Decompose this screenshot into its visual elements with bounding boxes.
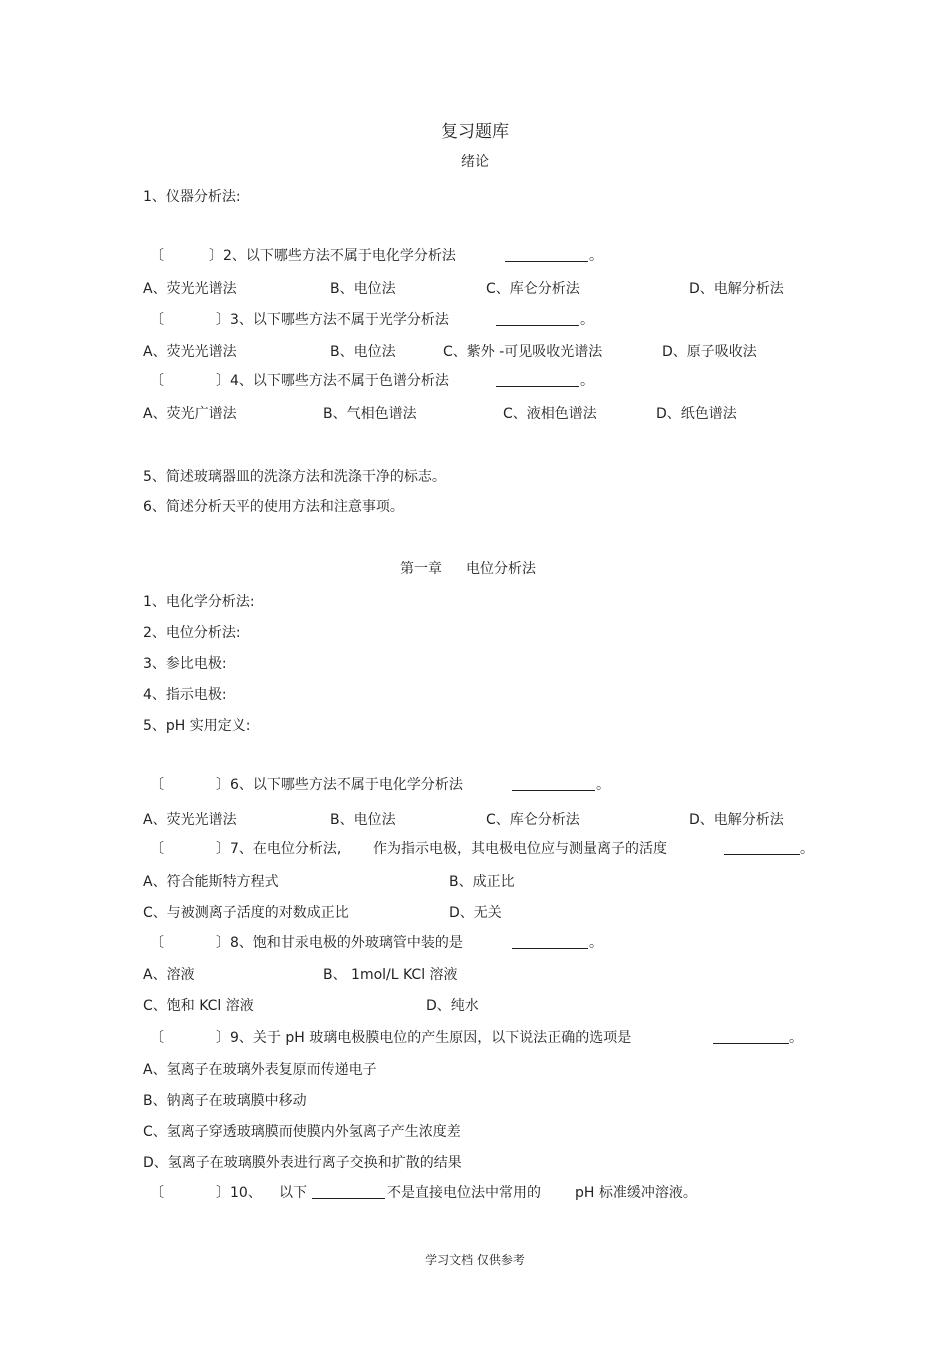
- question-text: 〕7、在电位分析法,: [216, 841, 342, 857]
- option-d: D、氢离子在玻璃膜外表进行离子交换和扩散的结果: [143, 1155, 462, 1171]
- answer-blank: [512, 776, 595, 796]
- question-end: 。: [589, 248, 603, 264]
- question-end: 。: [589, 935, 603, 951]
- bracket-open: 〔: [150, 312, 164, 328]
- option-d: D、纯水: [426, 998, 479, 1014]
- question-text: 1、仪器分析法:: [143, 189, 241, 205]
- answer-blank: [496, 311, 579, 331]
- question-text: 以下: [279, 1185, 307, 1201]
- bracket-open: 〔: [150, 373, 164, 389]
- option-a: A、溶液: [143, 967, 195, 983]
- answer-blank: [512, 934, 588, 954]
- option-c: C、紫外 -可见吸收光谱法: [443, 344, 603, 360]
- answer-blank: [312, 1184, 385, 1204]
- section-title: 绪论: [461, 154, 489, 170]
- answer-blank: [505, 247, 588, 267]
- bracket-open: 〔: [150, 841, 164, 857]
- option-a: A、荧光光谱法: [143, 344, 237, 360]
- option-d: D、纸色谱法: [656, 406, 737, 422]
- question-text: 作为指示电极，其电极电位应与测量离子的活度: [373, 841, 667, 857]
- question-end: 。: [580, 312, 594, 328]
- question-end: 。: [800, 841, 814, 857]
- option-a: A、荧光光谱法: [143, 812, 237, 828]
- answer-blank: [724, 840, 800, 860]
- chapter-label: 第一章: [400, 561, 442, 577]
- answer-blank: [713, 1029, 789, 1049]
- page-title: 复习题库: [441, 122, 509, 142]
- option-c: C、饱和 KCl 溶液: [143, 998, 254, 1014]
- option-b: B、气相色谱法: [323, 406, 417, 422]
- bracket-open: 〔: [150, 1030, 164, 1046]
- question-text: pH 标准缓冲溶液。: [575, 1185, 697, 1201]
- question-text: 〕2、以下哪些方法不属于电化学分析法: [209, 248, 456, 264]
- bracket-open: 〔: [150, 1185, 164, 1201]
- bracket-open: 〔: [150, 935, 164, 951]
- option-a: A、符合能斯特方程式: [143, 874, 279, 890]
- option-c: C、氢离子穿透玻璃膜而使膜内外氢离子产生浓度差: [143, 1124, 461, 1140]
- option-b: B、电位法: [330, 281, 396, 297]
- question-end: 。: [580, 373, 594, 389]
- question-text: 2、电位分析法:: [143, 625, 241, 641]
- question-text: 〕4、以下哪些方法不属于色谱分析法: [216, 373, 449, 389]
- question-text: 不是直接电位法中常用的: [387, 1185, 541, 1201]
- option-c: C、库仑分析法: [486, 281, 580, 297]
- question-text: 3、参比电极:: [143, 656, 227, 672]
- option-d: D、无关: [449, 905, 502, 921]
- option-c: C、与被测离子活度的对数成正比: [143, 905, 349, 921]
- option-b: B、 1mol/L KCl 溶液: [323, 967, 458, 983]
- option-a: A、荧光广谱法: [143, 406, 237, 422]
- option-d: D、电解分析法: [689, 812, 784, 828]
- option-b: B、电位法: [330, 344, 396, 360]
- option-a: A、荧光光谱法: [143, 281, 237, 297]
- question-text: 1、电化学分析法:: [143, 594, 255, 610]
- option-d: D、原子吸收法: [662, 344, 757, 360]
- question-text: 〕8、饱和甘汞电极的外玻璃管中装的是: [216, 935, 463, 951]
- option-b: B、钠离子在玻璃膜中移动: [143, 1093, 307, 1109]
- answer-blank: [496, 372, 579, 392]
- question-text: 〕10、: [216, 1185, 262, 1201]
- option-d: D、电解分析法: [689, 281, 784, 297]
- question-text: 〕6、以下哪些方法不属于电化学分析法: [216, 777, 463, 793]
- question-text: 5、简述玻璃器皿的洗涤方法和洗涤干净的标志。: [143, 469, 446, 485]
- question-text: 4、指示电极:: [143, 687, 227, 703]
- option-b: B、成正比: [449, 874, 515, 890]
- question-end: 。: [789, 1030, 803, 1046]
- question-text: 6、简述分析天平的使用方法和注意事项。: [143, 499, 404, 515]
- question-text: 〕3、以下哪些方法不属于光学分析法: [216, 312, 449, 328]
- option-a: A、氢离子在玻璃外表复原而传递电子: [143, 1062, 377, 1078]
- bracket-open: 〔: [150, 248, 164, 264]
- bracket-open: 〔: [150, 777, 164, 793]
- question-text: 5、pH 实用定义:: [143, 718, 251, 734]
- question-text: 〕9、关于 pH 玻璃电极膜电位的产生原因，以下说法正确的选项是: [216, 1030, 632, 1046]
- option-c: C、库仑分析法: [486, 812, 580, 828]
- page-footer: 学习文档 仅供参考: [425, 1253, 525, 1267]
- chapter-title: 电位分析法: [466, 561, 536, 577]
- question-end: 。: [596, 777, 610, 793]
- option-b: B、电位法: [330, 812, 396, 828]
- option-c: C、液相色谱法: [503, 406, 597, 422]
